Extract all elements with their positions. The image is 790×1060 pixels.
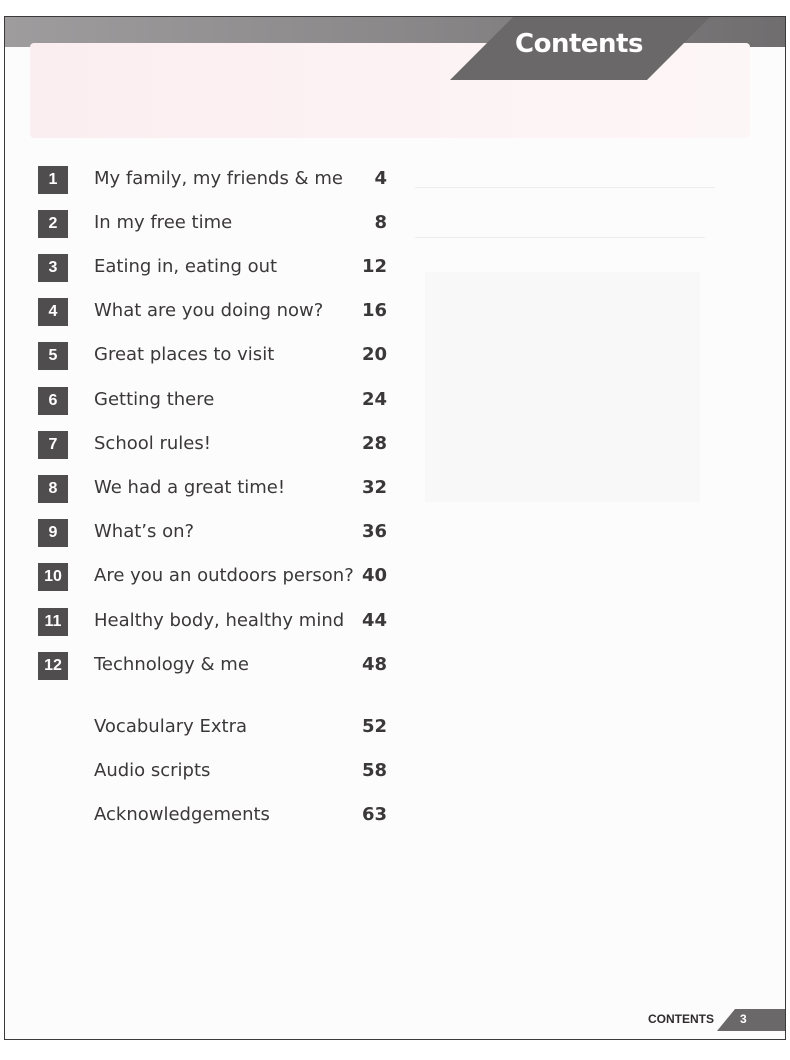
toc-extra-entry[interactable] [5,757,786,787]
unit-page: 36 [361,521,387,542]
unit-page: 8 [374,212,387,233]
extra-title[interactable]: Vocabulary Extra [94,716,248,737]
toc-entry[interactable] [5,209,786,239]
unit-page: 4 [374,168,387,189]
extra-title[interactable]: Audio scripts [94,760,211,781]
extra-page: 52 [361,716,387,737]
footer-label: CONTENTS [648,1012,714,1026]
unit-page: 44 [361,610,387,631]
unit-number: 9 [38,519,68,547]
unit-title[interactable]: Healthy body, healthy mind [94,610,345,631]
toc-extra-entry[interactable] [5,713,786,743]
unit-number: 5 [38,342,68,370]
unit-page: 28 [361,433,387,454]
unit-title[interactable]: In my free time [94,212,233,233]
unit-title[interactable]: My family, my friends & me [94,168,343,189]
toc-entry[interactable] [5,430,786,460]
toc-entry[interactable] [5,518,786,548]
unit-title[interactable]: Eating in, eating out [94,256,278,277]
unit-page: 32 [361,477,387,498]
unit-page: 48 [361,654,387,675]
unit-number: 1 [38,166,68,194]
unit-title[interactable]: What are you doing now? [94,300,324,321]
unit-page: 20 [361,344,387,365]
unit-title[interactable]: Are you an outdoors person? [94,565,354,586]
toc-entry[interactable] [5,474,786,504]
toc-entry[interactable] [5,341,786,371]
extra-page: 58 [361,760,387,781]
unit-title[interactable]: Great places to visit [94,344,275,365]
unit-page: 24 [361,389,387,410]
toc-entry[interactable] [5,165,786,195]
toc-entry[interactable] [5,386,786,416]
page-title: Contents [515,29,643,59]
unit-number: 2 [38,210,68,238]
unit-number: 3 [38,254,68,282]
unit-title[interactable]: Technology & me [94,654,249,675]
unit-page: 40 [361,565,387,586]
toc-entry[interactable] [5,253,786,283]
unit-title[interactable]: Getting there [94,389,215,410]
unit-title[interactable]: We had a great time! [94,477,286,498]
unit-number: 10 [38,563,68,591]
extra-page: 63 [361,804,387,825]
unit-number: 8 [38,475,68,503]
unit-number: 4 [38,298,68,326]
toc-entry[interactable] [5,297,786,327]
unit-page: 16 [361,300,387,321]
unit-number: 6 [38,387,68,415]
unit-number: 12 [38,652,68,680]
unit-title[interactable]: What’s on? [94,521,195,542]
toc-entry[interactable] [5,562,786,592]
toc-entry[interactable] [5,651,786,681]
unit-number: 11 [38,608,68,636]
page-number: 3 [740,1012,747,1026]
unit-title[interactable]: School rules! [94,433,211,454]
footer-tab [717,1009,786,1031]
unit-number: 7 [38,431,68,459]
book-page [4,16,786,1040]
unit-page: 12 [361,256,387,277]
toc-extra-entry[interactable] [5,801,786,831]
toc-entry[interactable] [5,607,786,637]
extra-title[interactable]: Acknowledgements [94,804,270,825]
